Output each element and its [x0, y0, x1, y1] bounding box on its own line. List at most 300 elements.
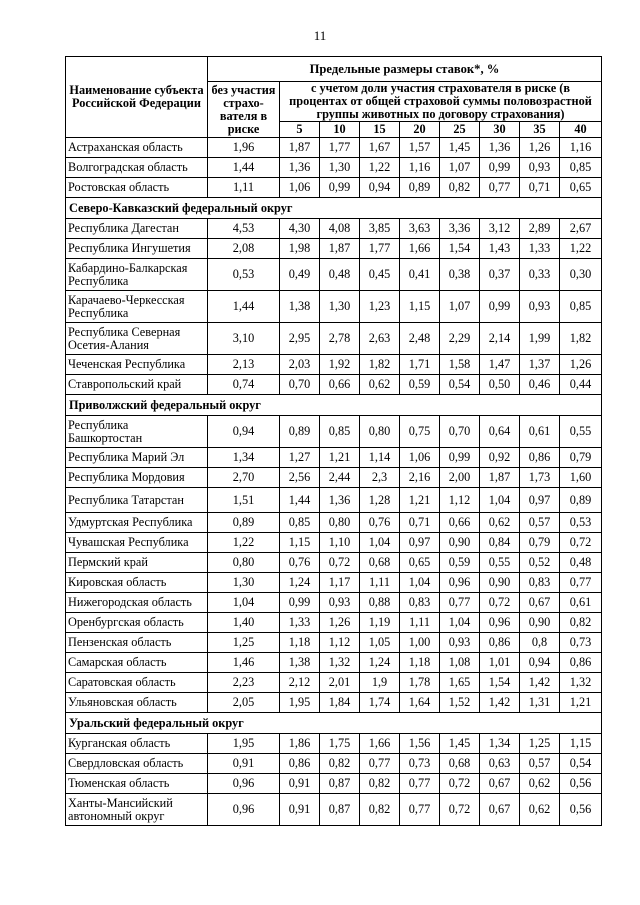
rate-with-share: 0,85 — [560, 291, 602, 323]
table-row — [66, 653, 602, 673]
rate-without-share: 0,74 — [208, 375, 280, 395]
rate-with-share: 0,89 — [560, 488, 602, 513]
rate-with-share: 0,56 — [560, 774, 602, 794]
rate-without-share: 1,22 — [208, 533, 280, 553]
rate-with-share: 0,90 — [440, 533, 480, 553]
rate-with-share: 1,04 — [480, 488, 520, 513]
rate-with-share: 0,48 — [560, 553, 602, 573]
rate-with-share: 0,76 — [360, 513, 400, 533]
table-row — [66, 355, 602, 375]
rate-with-share: 1,64 — [400, 693, 440, 713]
rate-with-share: 0,63 — [480, 754, 520, 774]
rate-with-share: 1,27 — [280, 448, 320, 468]
rate-with-share: 1,38 — [280, 291, 320, 323]
header-share-column: 40 — [560, 122, 602, 138]
rate-with-share: 0,66 — [440, 513, 480, 533]
region-name: Кировская область — [66, 573, 208, 593]
rate-without-share: 2,08 — [208, 239, 280, 259]
rate-with-share: 3,63 — [400, 219, 440, 239]
rate-with-share: 0,66 — [320, 375, 360, 395]
rate-with-share: 0,99 — [280, 593, 320, 613]
table-row — [66, 533, 602, 553]
header-share-column: 30 — [480, 122, 520, 138]
rate-with-share: 0,75 — [400, 416, 440, 448]
rate-with-share: 0,86 — [560, 653, 602, 673]
rate-with-share: 0,80 — [320, 513, 360, 533]
rate-with-share: 2,63 — [360, 323, 400, 355]
rate-with-share: 0,67 — [480, 794, 520, 826]
rate-with-share: 1,74 — [360, 693, 400, 713]
rate-with-share: 0,93 — [520, 158, 560, 178]
table-row — [66, 573, 602, 593]
rate-with-share: 0,91 — [280, 794, 320, 826]
rate-with-share: 0,77 — [400, 794, 440, 826]
header-share-column: 15 — [360, 122, 400, 138]
rate-with-share: 0,68 — [440, 754, 480, 774]
rate-with-share: 0,94 — [360, 178, 400, 198]
rate-with-share: 1,57 — [400, 138, 440, 158]
rate-with-share: 0,72 — [440, 794, 480, 826]
rate-with-share: 1,05 — [360, 633, 400, 653]
table-row — [66, 693, 602, 713]
rate-with-share: 1,82 — [560, 323, 602, 355]
rate-with-share: 1,25 — [520, 734, 560, 754]
rate-with-share: 3,36 — [440, 219, 480, 239]
rate-with-share: 0,53 — [560, 513, 602, 533]
rate-with-share: 0,38 — [440, 259, 480, 291]
region-name: Ульяновская область — [66, 693, 208, 713]
rate-with-share: 0,57 — [520, 754, 560, 774]
table-row — [66, 488, 602, 513]
rate-with-share: 1,36 — [320, 488, 360, 513]
rate-with-share: 1,66 — [360, 734, 400, 754]
rate-with-share: 2,44 — [320, 468, 360, 488]
table-row — [66, 239, 602, 259]
rate-with-share: 0,73 — [560, 633, 602, 653]
section-row — [66, 713, 602, 734]
rate-with-share: 1,78 — [400, 673, 440, 693]
rate-with-share: 0,82 — [560, 613, 602, 633]
rate-with-share: 4,30 — [280, 219, 320, 239]
rate-without-share: 1,96 — [208, 138, 280, 158]
rate-with-share: 1,86 — [280, 734, 320, 754]
rate-with-share: 0,55 — [560, 416, 602, 448]
rate-with-share: 1,24 — [280, 573, 320, 593]
rate-with-share: 1,95 — [280, 693, 320, 713]
rate-with-share: 0,79 — [520, 533, 560, 553]
rate-with-share: 0,85 — [280, 513, 320, 533]
region-name: Республика Марий Эл — [66, 448, 208, 468]
rate-with-share: 0,71 — [400, 513, 440, 533]
rate-with-share: 0,94 — [520, 653, 560, 673]
rate-without-share: 1,46 — [208, 653, 280, 673]
rate-with-share: 0,56 — [560, 794, 602, 826]
table-row — [66, 754, 602, 774]
rate-with-share: 1,34 — [480, 734, 520, 754]
rate-with-share: 1,71 — [400, 355, 440, 375]
rate-with-share: 1,26 — [560, 355, 602, 375]
header-rate-limits: Предельные размеры ставок*, % — [208, 57, 602, 82]
rate-without-share: 1,34 — [208, 448, 280, 468]
rate-with-share: 0,67 — [480, 774, 520, 794]
rate-without-share: 1,51 — [208, 488, 280, 513]
rate-with-share: 0,64 — [480, 416, 520, 448]
rate-with-share: 1,28 — [360, 488, 400, 513]
header-without-share: без участия страхо-вателя в риске — [208, 82, 280, 138]
table-row — [66, 323, 602, 355]
table-row — [66, 613, 602, 633]
rate-with-share: 3,85 — [360, 219, 400, 239]
rate-with-share: 0,72 — [440, 774, 480, 794]
rate-with-share: 1,14 — [360, 448, 400, 468]
rate-with-share: 1,22 — [360, 158, 400, 178]
rate-with-share: 1,42 — [480, 693, 520, 713]
rate-with-share: 0,59 — [440, 553, 480, 573]
rate-with-share: 2,00 — [440, 468, 480, 488]
rate-with-share: 0,59 — [400, 375, 440, 395]
rate-with-share: 0,33 — [520, 259, 560, 291]
rate-with-share: 1,26 — [520, 138, 560, 158]
rate-with-share: 1,15 — [400, 291, 440, 323]
table-row — [66, 794, 602, 826]
rate-without-share: 0,80 — [208, 553, 280, 573]
table-row — [66, 468, 602, 488]
region-name: Республика Башкортостан — [66, 416, 208, 448]
rate-with-share: 0,61 — [520, 416, 560, 448]
rate-without-share: 1,95 — [208, 734, 280, 754]
rate-with-share: 1,84 — [320, 693, 360, 713]
rate-with-share: 1,12 — [320, 633, 360, 653]
rate-with-share: 1,16 — [400, 158, 440, 178]
rate-with-share: 2,29 — [440, 323, 480, 355]
rate-with-share: 0,44 — [560, 375, 602, 395]
rate-with-share: 1,06 — [280, 178, 320, 198]
region-name: Тюменская область — [66, 774, 208, 794]
rate-with-share: 1,18 — [400, 653, 440, 673]
rate-with-share: 1,10 — [320, 533, 360, 553]
rate-with-share: 0,72 — [480, 593, 520, 613]
region-name: Удмуртская Республика — [66, 513, 208, 533]
rate-with-share: 0,80 — [360, 416, 400, 448]
rate-with-share: 3,12 — [480, 219, 520, 239]
rate-with-share: 1,45 — [440, 138, 480, 158]
rate-with-share: 1,56 — [400, 734, 440, 754]
rate-with-share: 1,23 — [360, 291, 400, 323]
rate-with-share: 0,61 — [560, 593, 602, 613]
rate-with-share: 1,11 — [400, 613, 440, 633]
rate-with-share: 0,96 — [440, 573, 480, 593]
rate-without-share: 1,25 — [208, 633, 280, 653]
region-name: Пензенская область — [66, 633, 208, 653]
rate-with-share: 0,83 — [400, 593, 440, 613]
rate-with-share: 1,75 — [320, 734, 360, 754]
rate-with-share: 1,33 — [520, 239, 560, 259]
region-name: Карачаево-Черкесская Республика — [66, 291, 208, 323]
rate-with-share: 0,92 — [480, 448, 520, 468]
rate-with-share: 1,37 — [520, 355, 560, 375]
rate-with-share: 1,18 — [280, 633, 320, 653]
rate-with-share: 1,43 — [480, 239, 520, 259]
rate-with-share: 2,78 — [320, 323, 360, 355]
rate-with-share: 0,77 — [560, 573, 602, 593]
rate-with-share: 1,22 — [560, 239, 602, 259]
rate-with-share: 1,21 — [560, 693, 602, 713]
rate-with-share: 1,04 — [440, 613, 480, 633]
rate-without-share: 0,96 — [208, 774, 280, 794]
rate-without-share: 0,53 — [208, 259, 280, 291]
rate-with-share: 0,82 — [360, 774, 400, 794]
rate-with-share: 1,07 — [440, 158, 480, 178]
rate-with-share: 1,92 — [320, 355, 360, 375]
rate-with-share: 0,76 — [280, 553, 320, 573]
rate-without-share: 1,04 — [208, 593, 280, 613]
region-name: Волгоградская область — [66, 158, 208, 178]
rate-with-share: 0,77 — [360, 754, 400, 774]
rate-without-share: 0,91 — [208, 754, 280, 774]
rate-with-share: 1,24 — [360, 653, 400, 673]
rate-with-share: 0,89 — [280, 416, 320, 448]
region-name: Республика Дагестан — [66, 219, 208, 239]
rate-with-share: 1,01 — [480, 653, 520, 673]
rate-with-share: 0,93 — [520, 291, 560, 323]
rate-with-share: 0,91 — [280, 774, 320, 794]
rate-without-share: 2,23 — [208, 673, 280, 693]
rate-with-share: 0,99 — [480, 158, 520, 178]
rate-with-share: 0,52 — [520, 553, 560, 573]
header-with-share: с учетом доли участия страхователя в риске (в процентах от общей страховой суммы половозрастной группы животных по договору страхования) — [280, 82, 602, 122]
rate-with-share: 2,16 — [400, 468, 440, 488]
rate-with-share: 1,36 — [480, 138, 520, 158]
rate-with-share: 1,08 — [440, 653, 480, 673]
rate-with-share: 0,79 — [560, 448, 602, 468]
rate-with-share: 0,84 — [480, 533, 520, 553]
rate-with-share: 0,65 — [400, 553, 440, 573]
rate-with-share: 1,58 — [440, 355, 480, 375]
rate-with-share: 1,31 — [520, 693, 560, 713]
region-name: Саратовская область — [66, 673, 208, 693]
rate-with-share: 0,62 — [520, 794, 560, 826]
rate-with-share: 1,32 — [560, 673, 602, 693]
rate-with-share: 0,90 — [520, 613, 560, 633]
rate-with-share: 2,67 — [560, 219, 602, 239]
table-row — [66, 774, 602, 794]
rate-with-share: 0,87 — [320, 774, 360, 794]
rate-with-share: 2,95 — [280, 323, 320, 355]
rate-with-share: 1,60 — [560, 468, 602, 488]
rate-without-share: 1,40 — [208, 613, 280, 633]
rate-with-share: 1,38 — [280, 653, 320, 673]
table-row — [66, 734, 602, 754]
rate-with-share: 0,96 — [480, 613, 520, 633]
table-row — [66, 291, 602, 323]
rate-with-share: 0,85 — [560, 158, 602, 178]
rate-with-share: 1,30 — [320, 158, 360, 178]
rate-with-share: 0,72 — [560, 533, 602, 553]
rate-with-share: 1,17 — [320, 573, 360, 593]
rate-with-share: 1,47 — [480, 355, 520, 375]
table-row — [66, 593, 602, 613]
rate-with-share: 1,54 — [440, 239, 480, 259]
rate-with-share: 4,08 — [320, 219, 360, 239]
rate-with-share: 2,01 — [320, 673, 360, 693]
page-number: 11 — [313, 28, 327, 43]
rate-with-share: 0,57 — [520, 513, 560, 533]
region-name: Республика Мордовия — [66, 468, 208, 488]
rate-without-share: 0,94 — [208, 416, 280, 448]
rate-with-share: 1,87 — [480, 468, 520, 488]
rate-with-share: 0,77 — [440, 593, 480, 613]
rate-with-share: 1,06 — [400, 448, 440, 468]
rate-without-share: 2,70 — [208, 468, 280, 488]
rate-with-share: 1,21 — [320, 448, 360, 468]
table-row — [66, 553, 602, 573]
rate-with-share: 0,99 — [440, 448, 480, 468]
rate-without-share: 1,44 — [208, 291, 280, 323]
rate-with-share: 1,73 — [520, 468, 560, 488]
rate-with-share: 0,48 — [320, 259, 360, 291]
rate-with-share: 0,87 — [320, 794, 360, 826]
rate-with-share: 0,90 — [480, 573, 520, 593]
rate-with-share: 1,16 — [560, 138, 602, 158]
rate-with-share: 0,67 — [520, 593, 560, 613]
rate-with-share: 1,26 — [320, 613, 360, 633]
rate-with-share: 1,21 — [400, 488, 440, 513]
rate-with-share: 0,71 — [520, 178, 560, 198]
table-row — [66, 416, 602, 448]
region-name: Свердловская область — [66, 754, 208, 774]
rate-with-share: 1,65 — [440, 673, 480, 693]
rate-with-share: 1,45 — [440, 734, 480, 754]
rate-with-share: 1,04 — [360, 533, 400, 553]
rate-without-share: 0,89 — [208, 513, 280, 533]
header-share-column: 5 — [280, 122, 320, 138]
rate-with-share: 1,33 — [280, 613, 320, 633]
region-name: Оренбургская область — [66, 613, 208, 633]
rate-with-share: 0,82 — [360, 794, 400, 826]
table-row — [66, 259, 602, 291]
region-name: Чеченская Республика — [66, 355, 208, 375]
region-name: Республика Ингушетия — [66, 239, 208, 259]
region-name: Пермский край — [66, 553, 208, 573]
rate-with-share: 1,07 — [440, 291, 480, 323]
rate-without-share: 0,96 — [208, 794, 280, 826]
rate-with-share: 1,36 — [280, 158, 320, 178]
rate-with-share: 1,42 — [520, 673, 560, 693]
rate-with-share: 0,85 — [320, 416, 360, 448]
region-name: Ростовская область — [66, 178, 208, 198]
header-share-column: 25 — [440, 122, 480, 138]
rate-with-share: 1,87 — [320, 239, 360, 259]
rate-with-share: 0,65 — [560, 178, 602, 198]
rate-with-share: 0,73 — [400, 754, 440, 774]
rate-with-share: 0,99 — [480, 291, 520, 323]
rate-with-share: 0,50 — [480, 375, 520, 395]
rate-with-share: 1,32 — [320, 653, 360, 673]
rate-with-share: 0,46 — [520, 375, 560, 395]
rate-with-share: 2,14 — [480, 323, 520, 355]
rate-with-share: 2,3 — [360, 468, 400, 488]
rate-with-share: 0,82 — [320, 754, 360, 774]
table-row — [66, 219, 602, 239]
table-row — [66, 448, 602, 468]
rate-with-share: 0,55 — [480, 553, 520, 573]
table-row — [66, 673, 602, 693]
rate-with-share: 0,49 — [280, 259, 320, 291]
rate-with-share: 0,30 — [560, 259, 602, 291]
table-row — [66, 178, 602, 198]
rate-with-share: 0,97 — [400, 533, 440, 553]
rate-with-share: 0,88 — [360, 593, 400, 613]
region-name: Республика Северная Осетия-Алания — [66, 323, 208, 355]
rate-with-share: 0,37 — [480, 259, 520, 291]
header-subject-name: Наименование субъекта Российской Федерации — [66, 57, 208, 138]
region-name: Республика Татарстан — [66, 488, 208, 513]
rate-with-share: 1,66 — [400, 239, 440, 259]
rate-with-share: 1,00 — [400, 633, 440, 653]
table-row — [66, 158, 602, 178]
rate-with-share: 1,9 — [360, 673, 400, 693]
rate-with-share: 1,77 — [320, 138, 360, 158]
rate-without-share: 3,10 — [208, 323, 280, 355]
region-name: Чувашская Республика — [66, 533, 208, 553]
rate-with-share: 1,12 — [440, 488, 480, 513]
section-row — [66, 395, 602, 416]
region-name: Нижегородская область — [66, 593, 208, 613]
rate-with-share: 0,41 — [400, 259, 440, 291]
header-share-column: 10 — [320, 122, 360, 138]
rate-with-share: 0,82 — [440, 178, 480, 198]
rate-with-share: 0,45 — [360, 259, 400, 291]
rate-with-share: 0,93 — [320, 593, 360, 613]
rate-with-share: 0,62 — [480, 513, 520, 533]
rate-with-share: 0,77 — [480, 178, 520, 198]
rate-with-share: 1,44 — [280, 488, 320, 513]
rate-with-share: 0,72 — [320, 553, 360, 573]
rate-with-share: 0,93 — [440, 633, 480, 653]
rate-without-share: 4,53 — [208, 219, 280, 239]
rate-with-share: 0,62 — [360, 375, 400, 395]
table-row — [66, 513, 602, 533]
rate-with-share: 0,8 — [520, 633, 560, 653]
region-name: Ханты-Мансийский автономный округ — [66, 794, 208, 826]
rate-with-share: 1,15 — [280, 533, 320, 553]
section-title: Уральский федеральный округ — [66, 713, 602, 734]
rate-with-share: 0,70 — [440, 416, 480, 448]
rate-with-share: 1,77 — [360, 239, 400, 259]
section-title: Северо-Кавказский федеральный округ — [66, 198, 602, 219]
rate-with-share: 0,86 — [480, 633, 520, 653]
rate-without-share: 2,05 — [208, 693, 280, 713]
rate-with-share: 2,12 — [280, 673, 320, 693]
region-name: Самарская область — [66, 653, 208, 673]
rate-with-share: 1,04 — [400, 573, 440, 593]
rate-with-share: 0,68 — [360, 553, 400, 573]
rate-with-share: 1,19 — [360, 613, 400, 633]
rate-with-share: 0,54 — [560, 754, 602, 774]
rate-with-share: 1,54 — [480, 673, 520, 693]
region-name: Курганская область — [66, 734, 208, 754]
rate-with-share: 1,99 — [520, 323, 560, 355]
rate-without-share: 1,11 — [208, 178, 280, 198]
region-name: Кабардино-Балкарская Республика — [66, 259, 208, 291]
rate-with-share: 0,54 — [440, 375, 480, 395]
rate-with-share: 2,03 — [280, 355, 320, 375]
rate-with-share: 1,67 — [360, 138, 400, 158]
header-share-column: 20 — [400, 122, 440, 138]
rate-with-share: 1,98 — [280, 239, 320, 259]
region-name: Астраханская область — [66, 138, 208, 158]
table-row — [66, 375, 602, 395]
